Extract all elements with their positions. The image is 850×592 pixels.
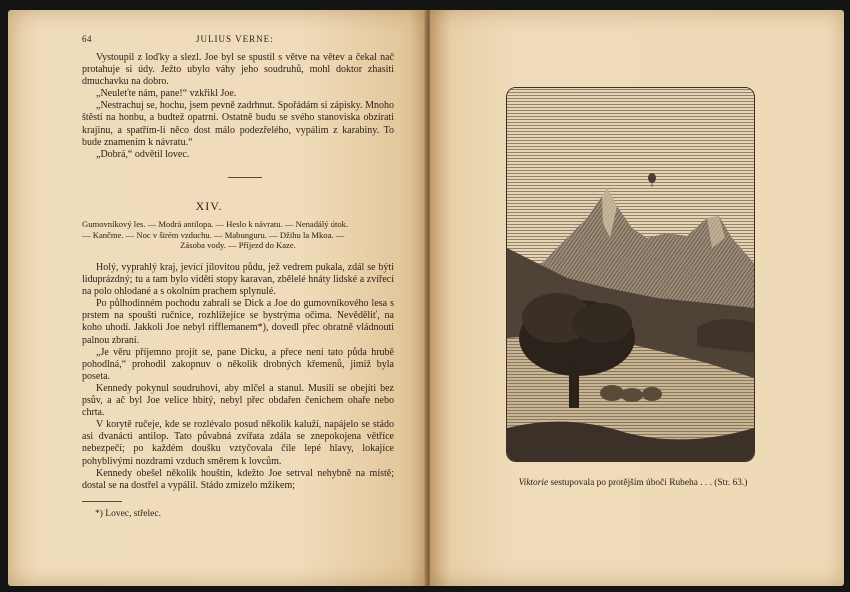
summary-line: Zásoba vody. — Příjezd do Kaze.	[180, 240, 296, 251]
caption-italic: Viktorie	[518, 478, 549, 488]
summary-line: — Kančme. — Noc v širém vzduchu. — Mabunguru. — Džihu la Mkoa. —	[82, 229, 345, 240]
paragraph: Holý, vyprahlý kraj, jevící jílovitou půdu, jež vedrem pukala, zdál se býti liduprázdný; tu a tam bylo viděti stopy karavan, zbělelé hnáty lidské a zvířecí na polo ohlodané a s okolním prachem splynulé.	[82, 262, 394, 298]
summary-line: Gumovníkový les. — Modrá antilopa. — Heslo k návratu. — Nenadálý útok.	[82, 219, 349, 229]
illustration-caption	[506, 478, 760, 488]
text-block-1	[82, 52, 394, 161]
paragraph: „Dobrá,“ odvětil lovec.	[96, 148, 190, 160]
text-block-2	[82, 262, 394, 492]
page-number: 64	[82, 34, 92, 44]
chapter-number: XIV.	[195, 199, 223, 213]
footnote: *) Lovec, střelec.	[95, 509, 161, 519]
paragraph: Po půlhodinném pochodu zabrali se Dick a Joe do gumovníkového lesa s prstem na spoušti ručnice, rozhlížejíce se bystrýma očima. Nevěděliť, na koho uhodí. Jakkoli Joe nebyl rifflemanem*), dovedl přec obratně vládnouti palnou zbraní.	[82, 298, 394, 346]
paragraph: „Neuleťte nám, pane!“ vzkřikl Joe.	[96, 88, 237, 100]
caption-text: sestupovala po protějším úbočí Rubeha . . . (Str. 63.)	[548, 478, 748, 488]
engraving-image	[507, 88, 754, 461]
paragraph: „Je věru příjemno projít se, pane Dicku, a přece není tato půda hrubě pohodlná,“ prohodil zakopnuv o několik drobných křemenů, jimiž byla poseta.	[82, 346, 394, 382]
running-head: JULIUS VERNE:	[196, 34, 274, 44]
illustration-engraving	[506, 87, 755, 462]
paragraph: V korytě ručeje, kde se rozlévalo posud několik kaluží, napájelo se stádo asi dvanácti antilop. Tato půvabná zvířata zdála se znepokojena větříce nebezpečí; po každém doušku vztyčovala čile lepé hlavy, lokajíce pohyblivými nozdrami vzduch směrem k lovcům.	[82, 419, 394, 467]
section-divider	[228, 177, 262, 178]
paragraph: Kennedy pokynul soudruhovi, aby mlčel a stanul. Musili se obejíti bez psův, a ač byl Joe velice hbitý, nebyl přec obdařen čenichem ohaře nebo chrta.	[82, 382, 394, 419]
paragraph: Kennedy obešel několik houštin, kdežto Joe setrval nehybně na místě; dostal se na dostřel a vypálil. Stádo zmizelo mžikem;	[82, 467, 394, 491]
paragraph: Vystoupil z loďky a slezl. Joe byl se spustil s větve na větev a čekal nač protahuje si údy. Ježto ubylo váhy jeho soudruhů, mohl doktor zhasiti dmuchavku na dobro.	[82, 52, 394, 88]
footnote-rule	[82, 501, 122, 502]
paragraph: „Nestrachuj se, hochu, jsem pevně zadrhnut. Spořádám si zápisky. Mnoho štěstí na honbu, a budtež opatrni. Ostatně budu se svého stanoviska obzírati krajinu, a spatřím-li něco dost málo podezřelého, vypálím z karabiny. To bude znamením k návratu.“	[82, 100, 394, 148]
chapter-summary	[82, 219, 394, 251]
